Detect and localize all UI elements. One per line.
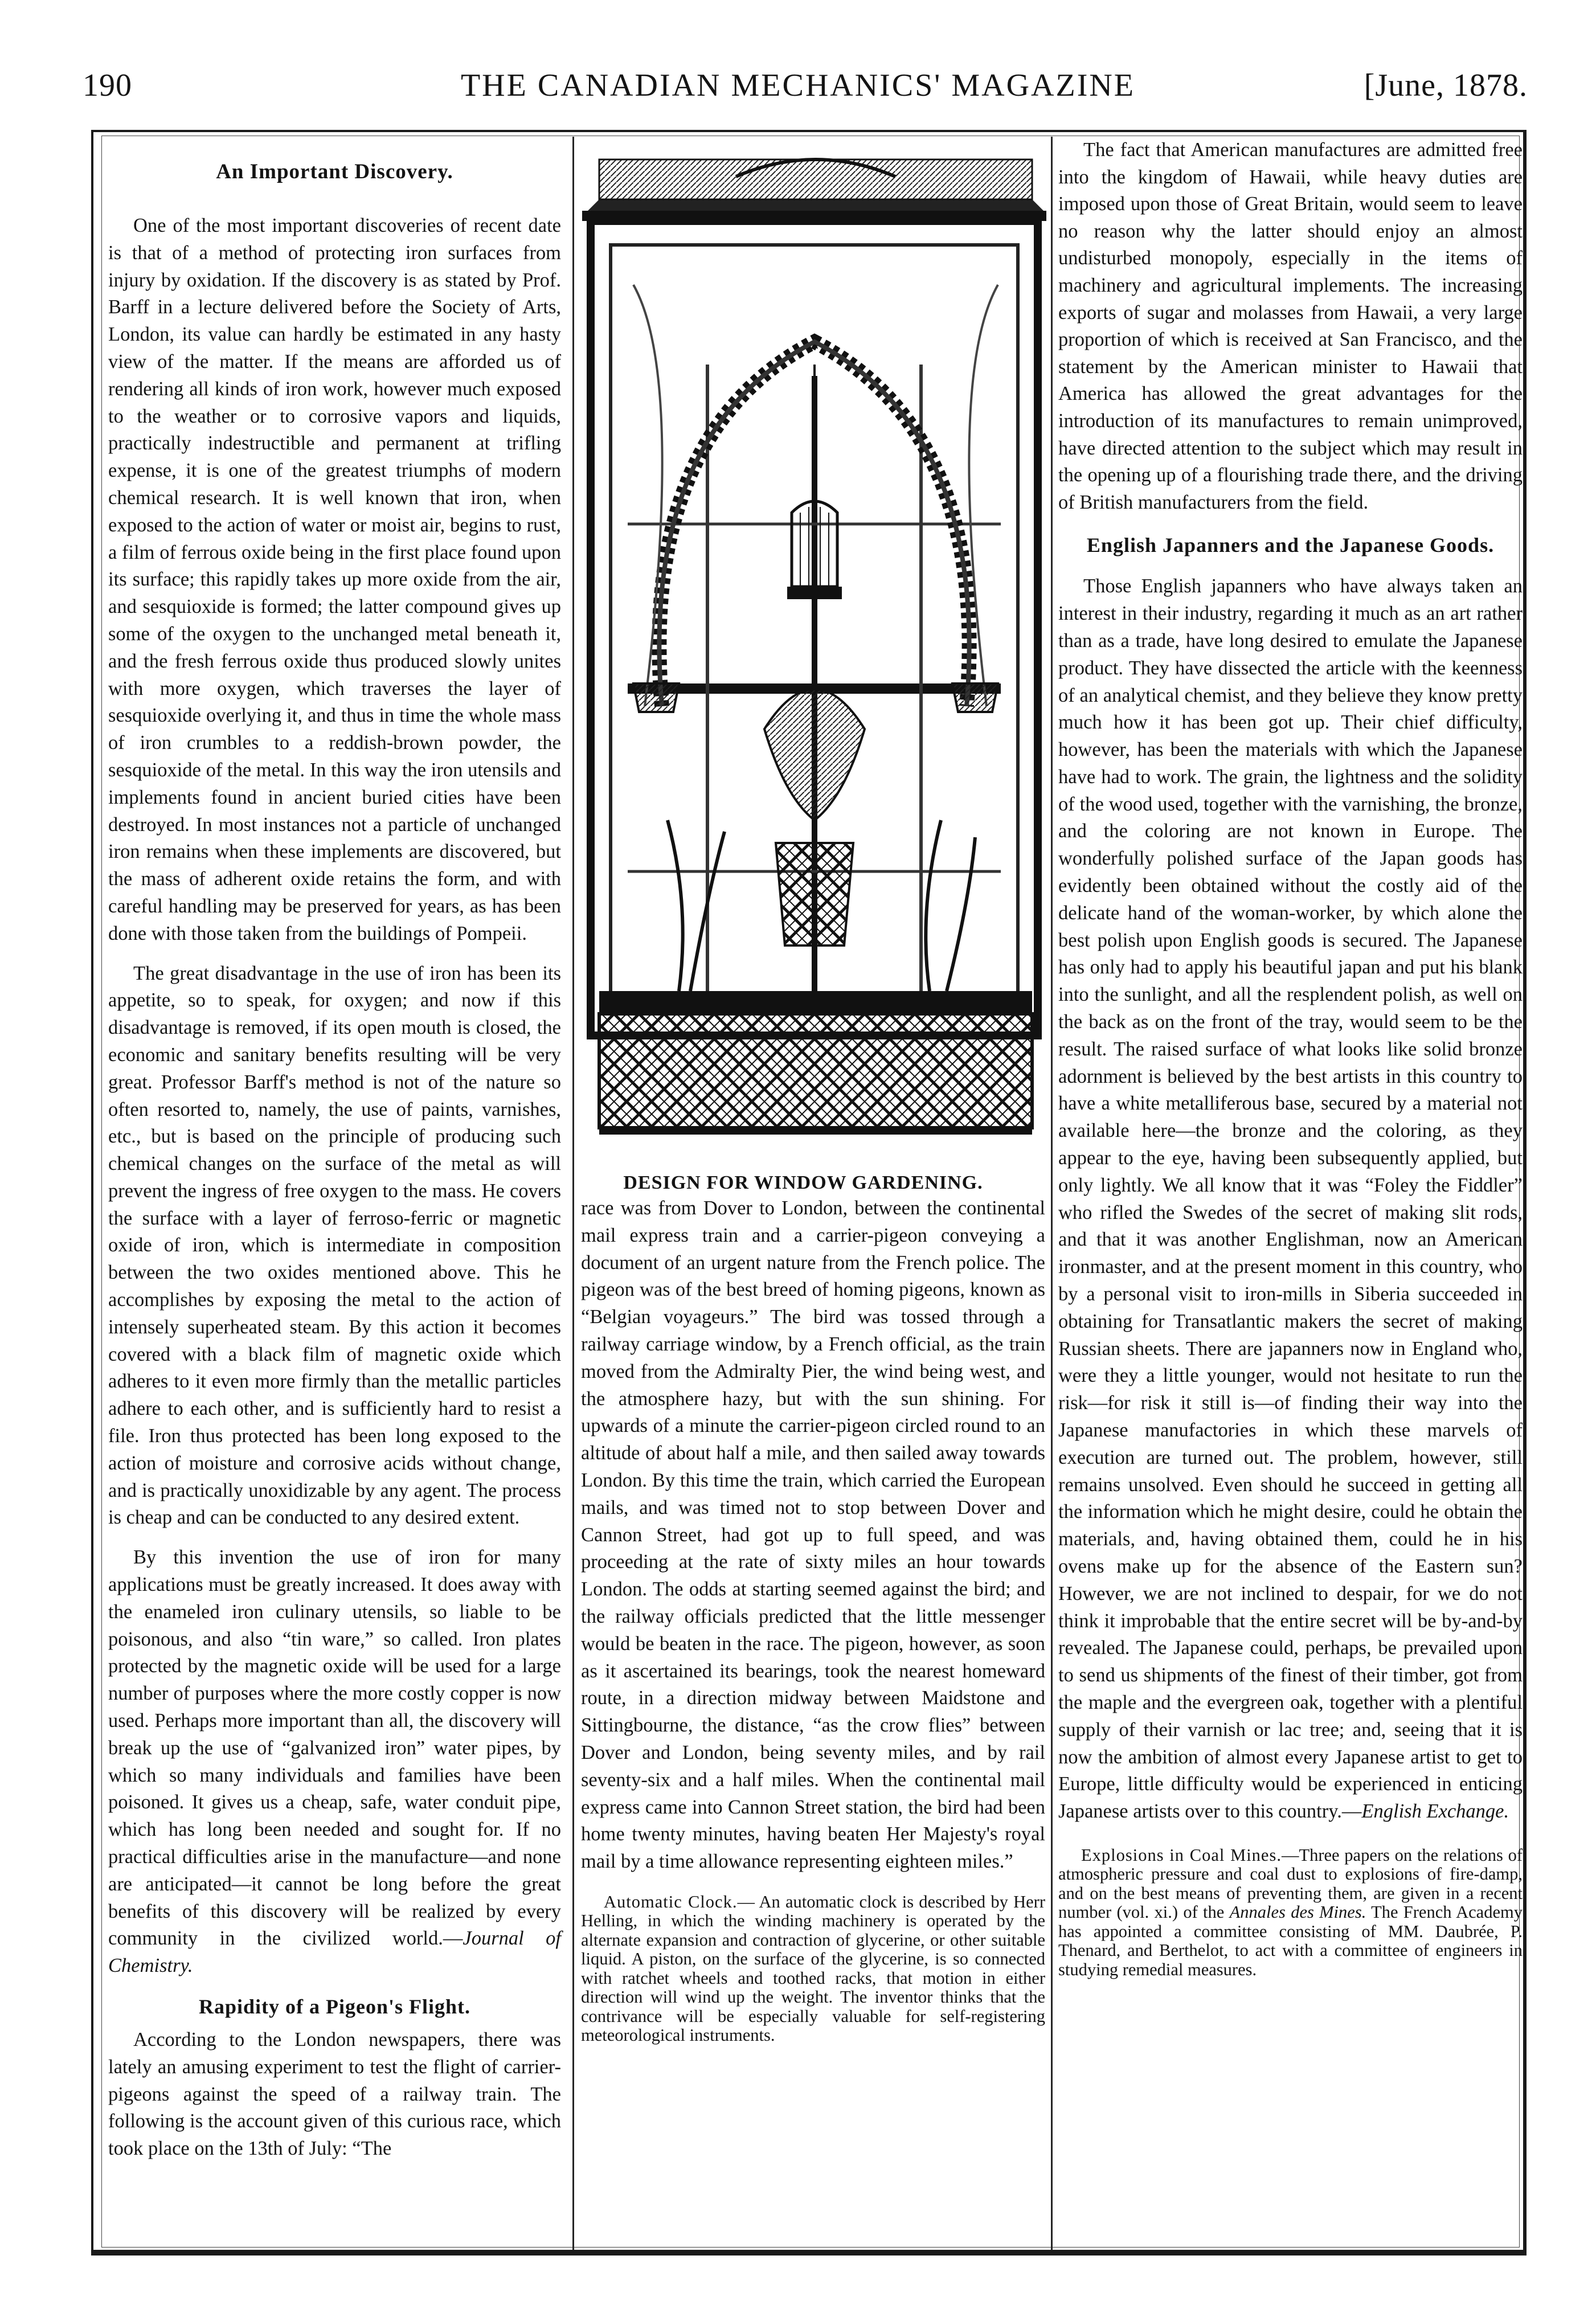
article-paragraph: The great disadvantage in the use of iron has been its appetite, so to speak, for oxygen; and now if this disadvantage is removed, if its open mouth is closed, the economic and sanitary benefits resulting will be very great. Professor Barff's method is not of the nature so often resorted to, namely, the use of paints, varnishes, etc., but is based on the principle of producing such chemical changes on the surface of the metal as will prevent the ingress of free oxygen to the mass. He covers the surface with a layer of ferroso-ferric or magnetic oxide of iron, which is intermediate in composition between the two oxides mentioned above. This he accomplishes by exposing the metal to the action of intensely superheated steam. By this action it becomes covered with a black film of magnetic oxide which adheres to it even more firmly than the metallic particles adhere to each other, and is sufficiently hard to resist a file. Iron thus protected has been long exposed to the action of moisture and corrosive acids without change, and is practically unoxidizable by any agent. The process is cheap and can be conducted to any desired extent. bbox=[108, 962, 561, 1529]
paragraph-text: By this invention the use of iron for many applications must be greatly increased. It does away with the enameled iron culinary utensils, so liable to be poisonous, and also “tin ware,” so called. Iron plates protected by the magnetic oxide will be used for a large number of purposes where the more costly copper is now used. Perhaps more important than all, the discovery will break up the use of “galvanized iron” water pipes, by which so many individuals and families have been poisoned. It gives us a cheap, safe, water conduit pipe, which has long been needed and sought for. If no practical difficulties arise in the manufacture—and none are anticipated—it cannot be long before the great benefits of this discovery will be realized by every community in the civilized world.— bbox=[108, 1546, 561, 1950]
article-heading-important-discovery: An Important Discovery. bbox=[216, 160, 453, 183]
article-paragraph: One of the most important discoveries of recent date is that of a method of protecting iron surfaces from injury by oxidation. If the discovery is as stated by Prof. Barff in a lecture delivered before the Society of Arts, London, its value can hardly be estimated in any hasty view of the matter. If the means are afforded us of rendering all kinds of iron work, however much exposed to the weather or to corrosive vapors and liquids, practically indestructible and permanent at trifling expense, it is one of the greatest triumphs of modern chemical research. It is well known that iron, when exposed to the action of water or moist air, begins to rust, a film of ferrous oxide being in the first place found upon its surface; this rapidly takes up more oxide from the air, and sesquioxide is formed; the latter compound gives up some of the oxygen to the unchanged metal beneath it, and the fresh ferrous oxide thus produced slowly unites with more oxygen, which traverses the layer of sesquioxide overlying it, and thus in time the whole mass of iron crumbles to a reddish-brown powder, the sesquioxide of the metal. In this way the iron utensils and implements found in ancient buried cities have been destroyed. In most instances not a particle of unchanged iron remains when these implements are discovered, but the mass of adherent oxide retains the form, and with careful handling may be preserved for years, as has been done with those taken from the buildings of Pompeii. bbox=[108, 215, 561, 944]
coal-mines-note bbox=[1058, 1846, 1523, 1980]
magazine-title: THE CANADIAN MECHANICS' MAGAZINE bbox=[460, 68, 1136, 103]
issue-date: [June, 1878. bbox=[1364, 68, 1528, 103]
illustration-caption: DESIGN FOR WINDOW GARDENING. bbox=[623, 1172, 983, 1193]
paragraph-text: Those English japanners who have always taken an interest in their industry, regarding it much as an art rather than as a trade, have long desired to emulate the Japanese product. They have dissected the article with the keenness of an analytical chemist, and they believe they know pretty much how it has been got up. Their chief difficulty, however, has been the materials with which the Japanese have had to work. The grain, the lightness and the solidity of the wood used, together with the varnishing, the bronze, and the coloring are not known in Europe. The wonderfully polished surface of the Japan goods has evidently been obtained without the costly aid of the delicate hand of the woman-worker, by which alone the best polish upon English goods is secured. The Japanese has only had to apply his beautiful japan and put his blank into the sunlight, and all the resplendent polish, as well on the back as on the front of the tray, would seem to be the result. The raised surface of what looks like solid bronze adornment is believed by the best artists in this country to have a white metalliferous base, secured by a material not available here—the bronze and the coloring, as they appear to the eye, having been subsequently applied, but only lightly. We all know that it was “Foley the Fiddler” who rifled the Swedes of the secret of making slit rods, and that it was another Englishman, now an American ironmaster, and at the present moment in this country, who by a personal visit to iron-mills in Siberia succeeded in obtaining for Transatlantic makers the secret of making Russian sheets. There are japanners now in England who, were they a little younger, would not hesitate to run the risk—for risk it still is—of finding their way into the Japanese manufactories in which these marvels of execution are turned out. The problem, however, still remains unsolved. Even should he succeed in getting all the information which he might desire, could he obtain the materials, and, having obtained them, could he in his ovens make up for the absence of the Eastern sun? However, we are not inclined to despair, for we do not think it improbable that the entire secret will be by-and-by revealed. The Japanese could, perhaps, be prevailed upon to send us shipments of the finest of their timber, got from the maple and the evergreen oak, together with a plentiful supply of their varnish or lac tree; and, seeing that it is now the ambition of almost every Japanese artist to get to Europe, little difficulty would be experienced in enticing Japanese artists over to this country.— bbox=[1058, 575, 1523, 1823]
coal-note-text-2: The French Academy has appointed a committee consisting of MM. Daubrée, P. Thenard, and Berthelot, to act with a committee of engineers in studying remedial measures. bbox=[1058, 1902, 1523, 1979]
clock-note-text: — An automatic clock is described by Herr Helling, in which the winding machinery is operated by the alternate expansion and contraction of glycerine, or other suitable liquid. A piston, on the surface of the glycerine, is so connected with ratchet wheels and toothed racks, that motion in either direction will wind up the weight. The inventor thinks that the contrivance will be especially valuable for self-registering meteorological instruments. bbox=[581, 1892, 1045, 2045]
clock-note bbox=[581, 1893, 1045, 2045]
source-citation: English Exchange. bbox=[1361, 1800, 1509, 1823]
window-gardening-illustration bbox=[576, 137, 1052, 1145]
article-paragraph: race was from Dover to London, between the continental mail express train and a carrier-pigeon conveying a document of an urgent nature from the French police. The pigeon was of the best breed of homing pigeons, known as “Belgian voyageurs.” The bird was tossed through a railway carriage window, by a French official, as the train moved from the Admiralty Pier, the wind being west, and the atmosphere hazy, but with the sun shining. For upwards of a minute the carrier-pigeon circled round to an altitude of about half a mile, and then sailed away towards London. By this time the train, which carried the European mails, and was timed not to stop between Dover and Cannon Street, had got up to full speed, and was proceeding at the rate of sixty miles an hour towards London. The odds at starting seemed against the bird; and the railway officials predicted that the little messenger would be beaten in the race. The pigeon, however, as soon as it ascertained its bearings, took the nearest homeward route, in a direction midway between Maidstone and Sittingbourne, the distance, “as the crow flies” between Dover and London, being seventy miles, and by rail seventy-six and a half miles. When the continental mail express came into Cannon Street station, the bird had been home twenty minutes, having beaten Her Majesty's royal mail by a time allowance representing eighteen miles.” bbox=[581, 1197, 1045, 1873]
journal-title: Annales des Mines. bbox=[1229, 1902, 1366, 1922]
column-left bbox=[108, 137, 561, 2175]
article-heading-pigeon-flight: Rapidity of a Pigeon's Flight. bbox=[198, 1995, 471, 2018]
window-illustration-svg bbox=[576, 137, 1052, 1145]
bottom-rule bbox=[91, 2250, 1527, 2255]
article-paragraph: According to the London newspapers, there was lately an amusing experiment to test the flight of carrier-pigeons against the speed of a railway train. The following is the account given of this curious race, which took place on the 13th of July: “The bbox=[108, 2029, 561, 2160]
page-number: 190 bbox=[83, 68, 132, 103]
coal-note-text: —Three papers on the relations of atmospheric pressure and coal dust to explosions of fire-damp, and on the best means of preventing them, are given in a recent number (vol. xi.) of the bbox=[1058, 1845, 1523, 1922]
article-paragraph: The fact that American manufactures are admitted free into the kingdom of Hawaii, while heavy duties are imposed upon those of Great Britain, would seem to leave no reason why the latter should enjoy an almost undisturbed monopoly, especially in the items of machinery and agricultural implements. The increasing exports of sugar and molasses from Hawaii, a very large proportion of which is received at San Francisco, and the statement by the American minister to Hawaii that America has allowed the great advantages for the introduction of its manufactures to remain unimproved, have directed attention to the subject which may result in the opening up of a flourishing trade there, and the driving of British manufacturers from the field. bbox=[1058, 139, 1523, 513]
column-right bbox=[1058, 137, 1523, 1979]
article-paragraph bbox=[1058, 573, 1523, 1825]
article-heading-japanners: English Japanners and the Japanese Goods. bbox=[1086, 534, 1495, 557]
source-citation: Journal of Chemistry. bbox=[108, 1927, 561, 1977]
article-paragraph bbox=[108, 1544, 561, 1980]
clock-note-lead: Automatic Clock. bbox=[604, 1892, 738, 1911]
column-middle bbox=[581, 1195, 1045, 2045]
coal-note-lead: Explosions in Coal Mines. bbox=[1081, 1845, 1282, 1865]
